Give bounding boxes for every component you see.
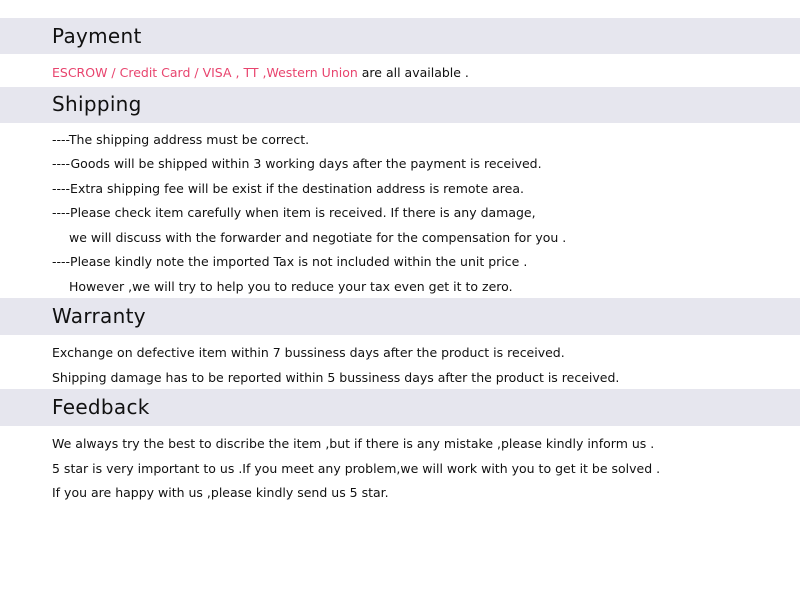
shipping-line-check-item: ----Please check item carefully when item is received. If there is any damage, [52,205,536,220]
warranty-line-exchange: Exchange on defective item within 7 bussiness days after the product is received. [52,345,565,360]
feedback-header-band [0,389,800,426]
shipping-title: Shipping [52,92,142,116]
shipping-line-extra-fee: ----Extra shipping fee will be exist if the destination address is remote area. [52,181,524,196]
payment-availability: are all available . [357,65,469,80]
feedback-title: Feedback [52,395,150,419]
warranty-header-band [0,298,800,335]
payment-methods-line [52,65,469,81]
feedback-line-five-star: 5 star is very important to us .If you meet any problem,we will work with you to get it be solved . [52,461,661,476]
payment-title: Payment [52,24,142,48]
feedback-line-happy: If you are happy with us ,please kindly send us 5 star. [52,485,389,500]
warranty-line-shipping-damage: Shipping damage has to be reported within 5 bussiness days after the product is received. [52,370,620,385]
shipping-line-compensation: we will discuss with the forwarder and negotiate for the compensation for you . [69,230,567,245]
shipping-header-band [0,87,800,123]
shipping-line-dispatch: ----Goods will be shipped within 3 working days after the payment is received. [52,156,542,171]
payment-header-band [0,18,800,54]
shipping-line-address: ----The shipping address must be correct. [52,132,310,147]
shipping-line-reduce-tax: However ,we will try to help you to reduce your tax even get it to zero. [69,279,513,294]
warranty-title: Warranty [52,304,146,328]
feedback-line-describe: We always try the best to discribe the item ,but if there is any mistake ,please kindly inform us . [52,436,655,451]
payment-methods: ESCROW / Credit Card / VISA , TT ,Western Union [52,65,358,80]
shipping-line-tax: ----Please kindly note the imported Tax is not included within the unit price . [52,254,528,269]
